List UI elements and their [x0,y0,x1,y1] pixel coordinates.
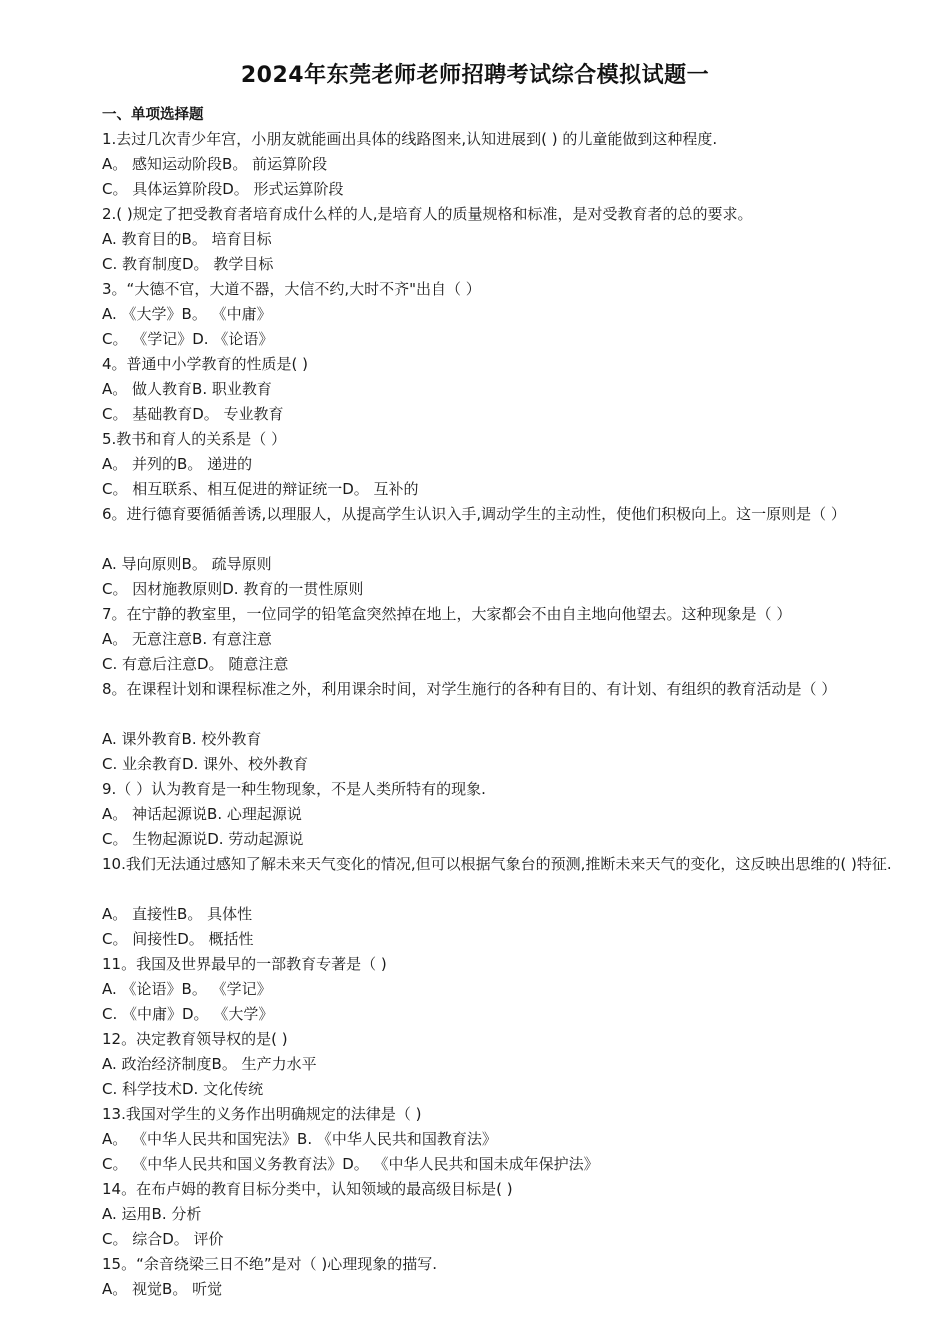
question-3-text: 3。“大德不官，大道不器，大信不约,大时不齐"出自（ ） [102,280,481,298]
question-10-text: 10.我们无法通过感知了解未来天气变化的情况,但可以根据气象台的预测,推断未来天气的变化，这反映出思维的( )特征. [102,855,892,873]
question-8-options-a: A. 课外教育B. 校外教育 [102,730,262,748]
question-13-text: 13.我国对学生的义务作出明确规定的法律是（ ) [102,1105,422,1123]
question-13-options-b: C。 《中华人民共和国义务教育法》D。 《中华人民共和国未成年保护法》 [102,1155,599,1173]
question-5-text: 5.教书和育人的关系是（ ） [102,430,287,448]
question-12-text: 12。决定教育领导权的是( ) [102,1030,288,1048]
question-11-text: 11。我国及世界最早的一部教育专著是（ ) [102,955,387,973]
question-14-options-b: C。 综合D。 评价 [102,1230,224,1248]
question-7-options-a: A。 无意注意B. 有意注意 [102,630,272,648]
question-1-options-b: C。 具体运算阶段D。 形式运算阶段 [102,180,344,198]
document-title: 2024年东莞老师老师招聘考试综合模拟试题一 [240,63,710,88]
question-8-text: 8。在课程计划和课程标准之外，利用课余时间，对学生施行的各种有目的、有计划、有组织的教育活动是（ ） [102,680,837,698]
question-5-options-a: A。 并列的B。 递进的 [102,455,253,473]
question-1-options-a: A。 感知运动阶段B。 前运算阶段 [102,155,328,173]
question-1-text: 1.去过几次青少年宫，小朋友就能画出具体的线路图来,认知进展到( ) 的儿童能做到这种程度. [102,130,718,148]
question-list [77,127,892,1302]
question-13-options-a: A。 《中华人民共和国宪法》B. 《中华人民共和国教育法》 [102,1130,497,1148]
question-6-text: 6。进行德育要循循善诱,以理服人，从提高学生认识入手,调动学生的主动性，使他们积极向上。这一原则是（ ） [102,505,846,523]
question-2-options-a: A. 教育目的B。 培育目标 [102,230,272,248]
question-2-text: 2.( )规定了把受教育者培育成什么样的人,是培育人的质量规格和标准，是对受教育者的总的要求。 [102,205,753,223]
question-7-options-b: C. 有意后注意D。 随意注意 [102,655,289,673]
question-6-options-b: C。 因材施教原则D. 教育的一贯性原则 [102,580,364,598]
question-9-options-a: A。 神话起源说B. 心理起源说 [102,805,302,823]
question-14-options-a: A. 运用B. 分析 [102,1205,202,1223]
question-3-options-b: C。 《学记》D. 《论语》 [102,330,274,348]
question-14-text: 14。在布卢姆的教育目标分类中，认知领域的最高级目标是( ) [102,1180,513,1198]
question-8-options-b: C. 业余教育D. 课外、校外教育 [102,755,309,773]
question-5-options-b: C。 相互联系、相互促进的辩证统一D。 互补的 [102,480,419,498]
question-10-options-b: C。 间接性D。 概括性 [102,930,254,948]
question-4-text: 4。普通中小学教育的性质是( ) [102,355,309,373]
question-2-options-b: C. 教育制度D。 教学目标 [102,255,274,273]
question-9-text: 9.（ ）认为教育是一种生物现象，不是人类所特有的现象. [102,780,486,798]
question-12-options-b: C. 科学技术D. 文化传统 [102,1080,264,1098]
question-7-text: 7。在宁静的教室里，一位同学的铅笔盒突然掉在地上，大家都会不由自主地向他望去。这种现象是（ ） [102,605,792,623]
question-4-options-b: C。 基础教育D。 专业教育 [102,405,284,423]
question-11-options-a: A. 《论语》B。 《学记》 [102,980,272,998]
question-10-options-a: A。 直接性B。 具体性 [102,905,253,923]
question-11-options-b: C. 《中庸》D。 《大学》 [102,1005,274,1023]
question-15-options-a: A。 视觉B。 听觉 [102,1280,223,1298]
question-3-options-a: A. 《大学》B。 《中庸》 [102,305,272,323]
question-6-options-a: A. 导向原则B。 疏导原则 [102,555,272,573]
question-9-options-b: C。 生物起源说D. 劳动起源说 [102,830,304,848]
question-4-options-a: A。 做人教育B. 职业教育 [102,380,272,398]
question-15-text: 15。“余音绕梁三日不绝”是对（ )心理现象的描写. [102,1255,438,1273]
section-heading: 一、单项选择题 [102,107,204,123]
question-12-options-a: A. 政治经济制度B。 生产力水平 [102,1055,317,1073]
